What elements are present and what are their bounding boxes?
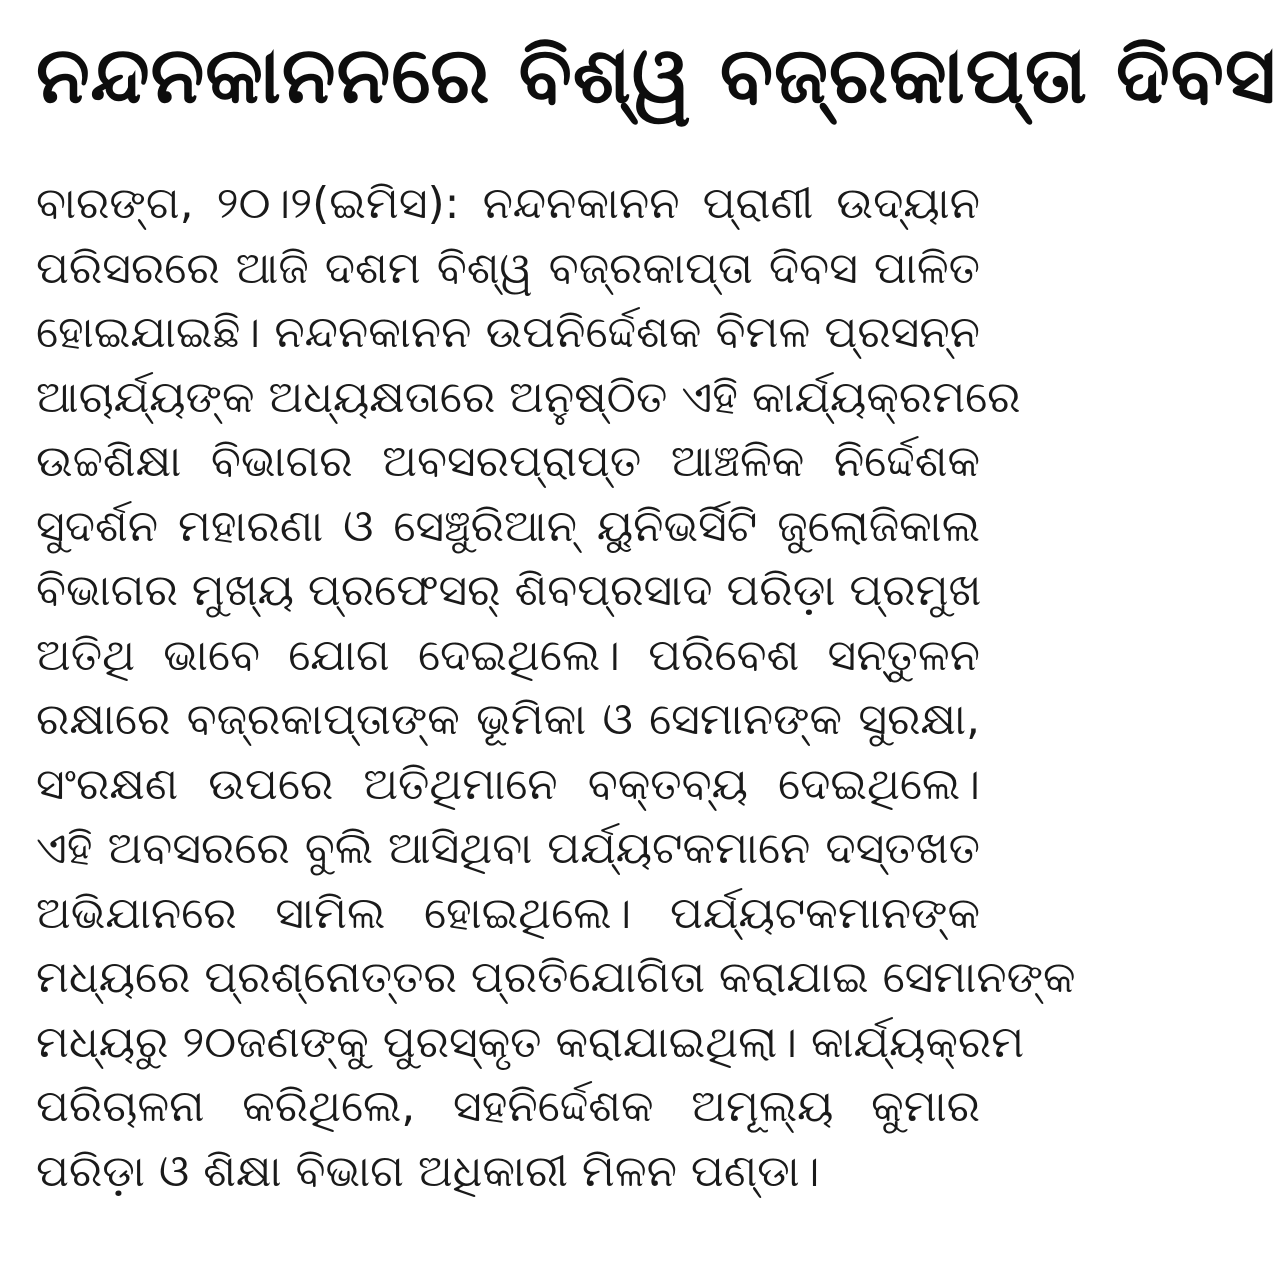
article-line: ପରିସରରେ ଆଜି ଦଶମ ବିଶ୍ୱ ବଜ୍ରକାପ୍ତା ଦିବସ ପାଳିତ: [36, 242, 980, 294]
article-line: ପରିଡ଼ା ଓ ଶିକ୍ଷା ବିଭାଗ ଅଧିକାରୀ ମିଳନ ପଣ୍ଡା।: [36, 1145, 820, 1197]
article-line: ସଂରକ୍ଷଣ ଉପରେ ଅତିଥିମାନେ ବକ୍ତବ୍ୟ ଦେଇଥିଲେ।: [36, 758, 980, 810]
article-line: ବିଭାଗର ମୁଖ୍ୟ ପ୍ରଫେସର୍ ଶିବପ୍ରସାଦ ପରିଡ଼ା ପ୍ରମୁଖ: [36, 565, 982, 616]
article-line: ମଧ୍ୟରୁ ୨୦ଜଣଙ୍କୁ ପୁରସ୍କୃତ କରାଯାଇଥିଲା। କାର୍ଯ୍ୟକ୍ରମ: [36, 1016, 1025, 1068]
article-line: ଉଚ୍ଚଶିକ୍ଷା ବିଭାଗର ଅବସରପ୍ରାପ୍ତ ଆଞ୍ଚଳିକ ନିର୍ଦ୍ଦେଶକ: [36, 436, 980, 487]
article-line: ସୁଦର୍ଶନ ମହାରଣା ଓ ସେଞ୍ଚୁରିଆନ୍ ୟୁନିଭର୍ସିଟି ଜୁଲୋଜିକାଲ: [36, 500, 980, 552]
article-line: ଆଚାର୍ଯ୍ୟଙ୍କ ଅଧ୍ୟକ୍ଷତାରେ ଅନୁଷ୍ଠିତ ଏହି କାର୍ଯ୍ୟକ୍ରମରେ: [36, 371, 1021, 423]
article-line: ଅଭିଯାନରେ ସାମିଲ ହୋଇଥିଲେ। ପର୍ଯ୍ୟଟକମାନଙ୍କ: [36, 887, 980, 939]
article-headline: ନନ୍ଦନକାନନରେ ବିଶ୍ୱ ବଜ୍ରକାପ୍ତା ଦିବସ: [36, 31, 1277, 121]
article-line: ଏହି ଅବସରରେ ବୁଲି ଆସିଥିବା ପର୍ଯ୍ୟଟକମାନେ ଦସ୍ତଖତ: [36, 823, 980, 874]
article-line: ହୋଇଯାଇଛି। ନନ୍ଦନକାନନ ଉପନିର୍ଦ୍ଦେଶକ ବିମଳ ପ୍ରସନ୍ନ: [36, 307, 980, 358]
article-line: ପରିଚାଳନା କରିଥିଲେ, ସହନିର୍ଦ୍ଦେଶକ ଅମୂଲ୍ୟ କୁମାର: [36, 1081, 980, 1132]
article-line: ମଧ୍ୟରେ ପ୍ରଶ୍ନୋତ୍ତର ପ୍ରତିଯୋଗିତା କରାଯାଇ ସେମାନଙ୍କ: [36, 952, 1076, 1003]
article-line: ରକ୍ଷାରେ ବଜ୍ରକାପ୍ତାଙ୍କ ଭୂମିକା ଓ ସେମାନଙ୍କ ସୁରକ୍ଷା,: [36, 694, 980, 745]
article-body: [36, 172, 1076, 1204]
article-line: ବାରଙ୍ଗ, ୨୦।୨(ଇମିସ): ନନ୍ଦନକାନନ ପ୍ରାଣୀ ଉଦ୍ୟାନ: [36, 178, 980, 229]
article-line: ଅତିଥି ଭାବେ ଯୋଗ ଦେଇଥିଲେ। ପରିବେଶ ସନ୍ତୁଳନ: [36, 629, 980, 681]
